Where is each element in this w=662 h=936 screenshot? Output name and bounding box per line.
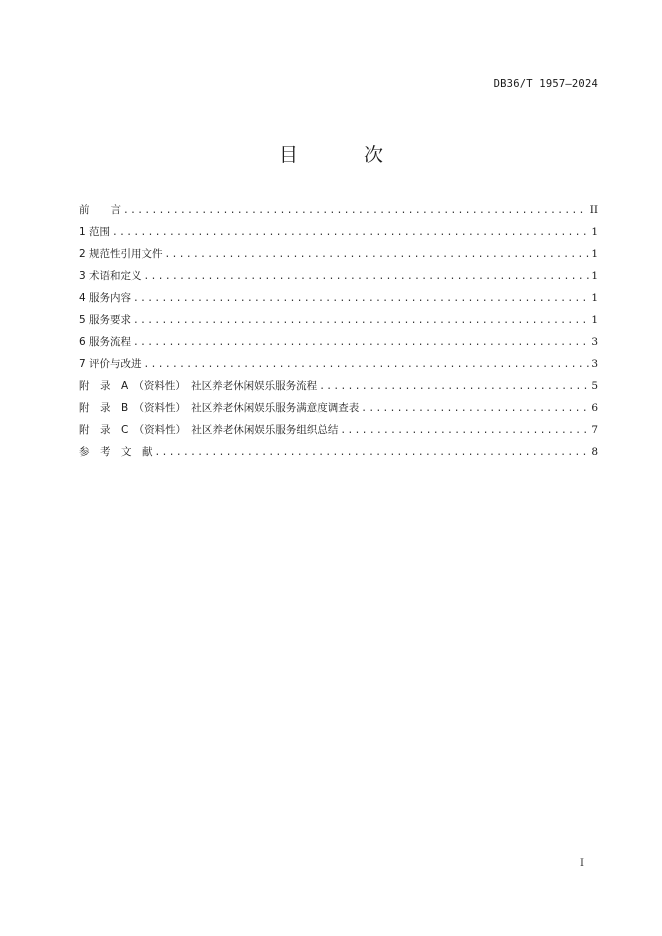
toc-entry-label: 6 服务流程 (79, 336, 132, 348)
toc-entry-page: 3 (591, 358, 598, 370)
toc-entry-page: 5 (591, 380, 598, 392)
toc-entry-label: 5 服务要求 (79, 314, 132, 326)
toc-entry-page: 7 (591, 424, 598, 436)
toc-entry-service-content[interactable] (79, 287, 598, 309)
toc-entry-label: 2 规范性引用文件 (79, 248, 163, 260)
toc-leader-dots (133, 332, 589, 354)
toc-entry-label: 4 服务内容 (79, 292, 132, 304)
toc-leader-dots (340, 420, 589, 442)
toc-leader-dots (165, 244, 590, 266)
toc-entry-label: 附 录 B （资料性） 社区养老休闲娱乐服务满意度调查表 (79, 402, 360, 414)
toc-entry-label: 附 录 A （资料性） 社区养老休闲娱乐服务流程 (79, 380, 318, 392)
toc-entry-label: 3 术语和定义 (79, 270, 142, 282)
toc-entry-scope[interactable] (79, 221, 598, 243)
toc-entry-page: 1 (591, 226, 598, 238)
toc-leader-dots (319, 376, 589, 398)
toc-entry-service-requirements[interactable] (79, 309, 598, 331)
toc-leader-dots (133, 310, 589, 332)
toc-entry-label: 前 言 (79, 204, 121, 216)
toc-leader-dots (144, 354, 590, 376)
toc-entry-foreword[interactable] (79, 199, 598, 221)
table-of-contents (79, 199, 598, 463)
toc-leader-dots (112, 222, 589, 244)
toc-entry-appendix-b[interactable] (79, 397, 598, 419)
toc-entry-terms-definitions[interactable] (79, 265, 598, 287)
toc-entry-page: 1 (591, 248, 598, 260)
page-number: I (580, 858, 584, 869)
toc-entry-normative-references[interactable] (79, 243, 598, 265)
toc-entry-label: 1 范围 (79, 226, 111, 238)
toc-leader-dots (144, 266, 590, 288)
toc-entry-page: 1 (591, 270, 598, 282)
document-code: DB36/T 1957—2024 (493, 78, 598, 90)
toc-entry-label: 参 考 文 献 (79, 446, 153, 458)
toc-entry-bibliography[interactable] (79, 441, 598, 463)
toc-title: 目 次 (278, 144, 414, 166)
toc-leader-dots (123, 200, 588, 222)
toc-entry-evaluation-improvement[interactable] (79, 353, 598, 375)
toc-entry-page: II (589, 204, 598, 216)
toc-entry-service-process[interactable] (79, 331, 598, 353)
toc-entry-appendix-a[interactable] (79, 375, 598, 397)
toc-entry-page: 6 (591, 402, 598, 414)
toc-entry-appendix-c[interactable] (79, 419, 598, 441)
toc-leader-dots (133, 288, 589, 310)
toc-leader-dots (155, 442, 590, 464)
toc-leader-dots (361, 398, 589, 420)
toc-entry-page: 1 (591, 314, 598, 326)
toc-entry-page: 3 (591, 336, 598, 348)
toc-entry-page: 8 (591, 446, 598, 458)
toc-entry-page: 1 (591, 292, 598, 304)
toc-entry-label: 7 评价与改进 (79, 358, 142, 370)
toc-entry-label: 附 录 C （资料性） 社区养老休闲娱乐服务组织总结 (79, 424, 339, 436)
